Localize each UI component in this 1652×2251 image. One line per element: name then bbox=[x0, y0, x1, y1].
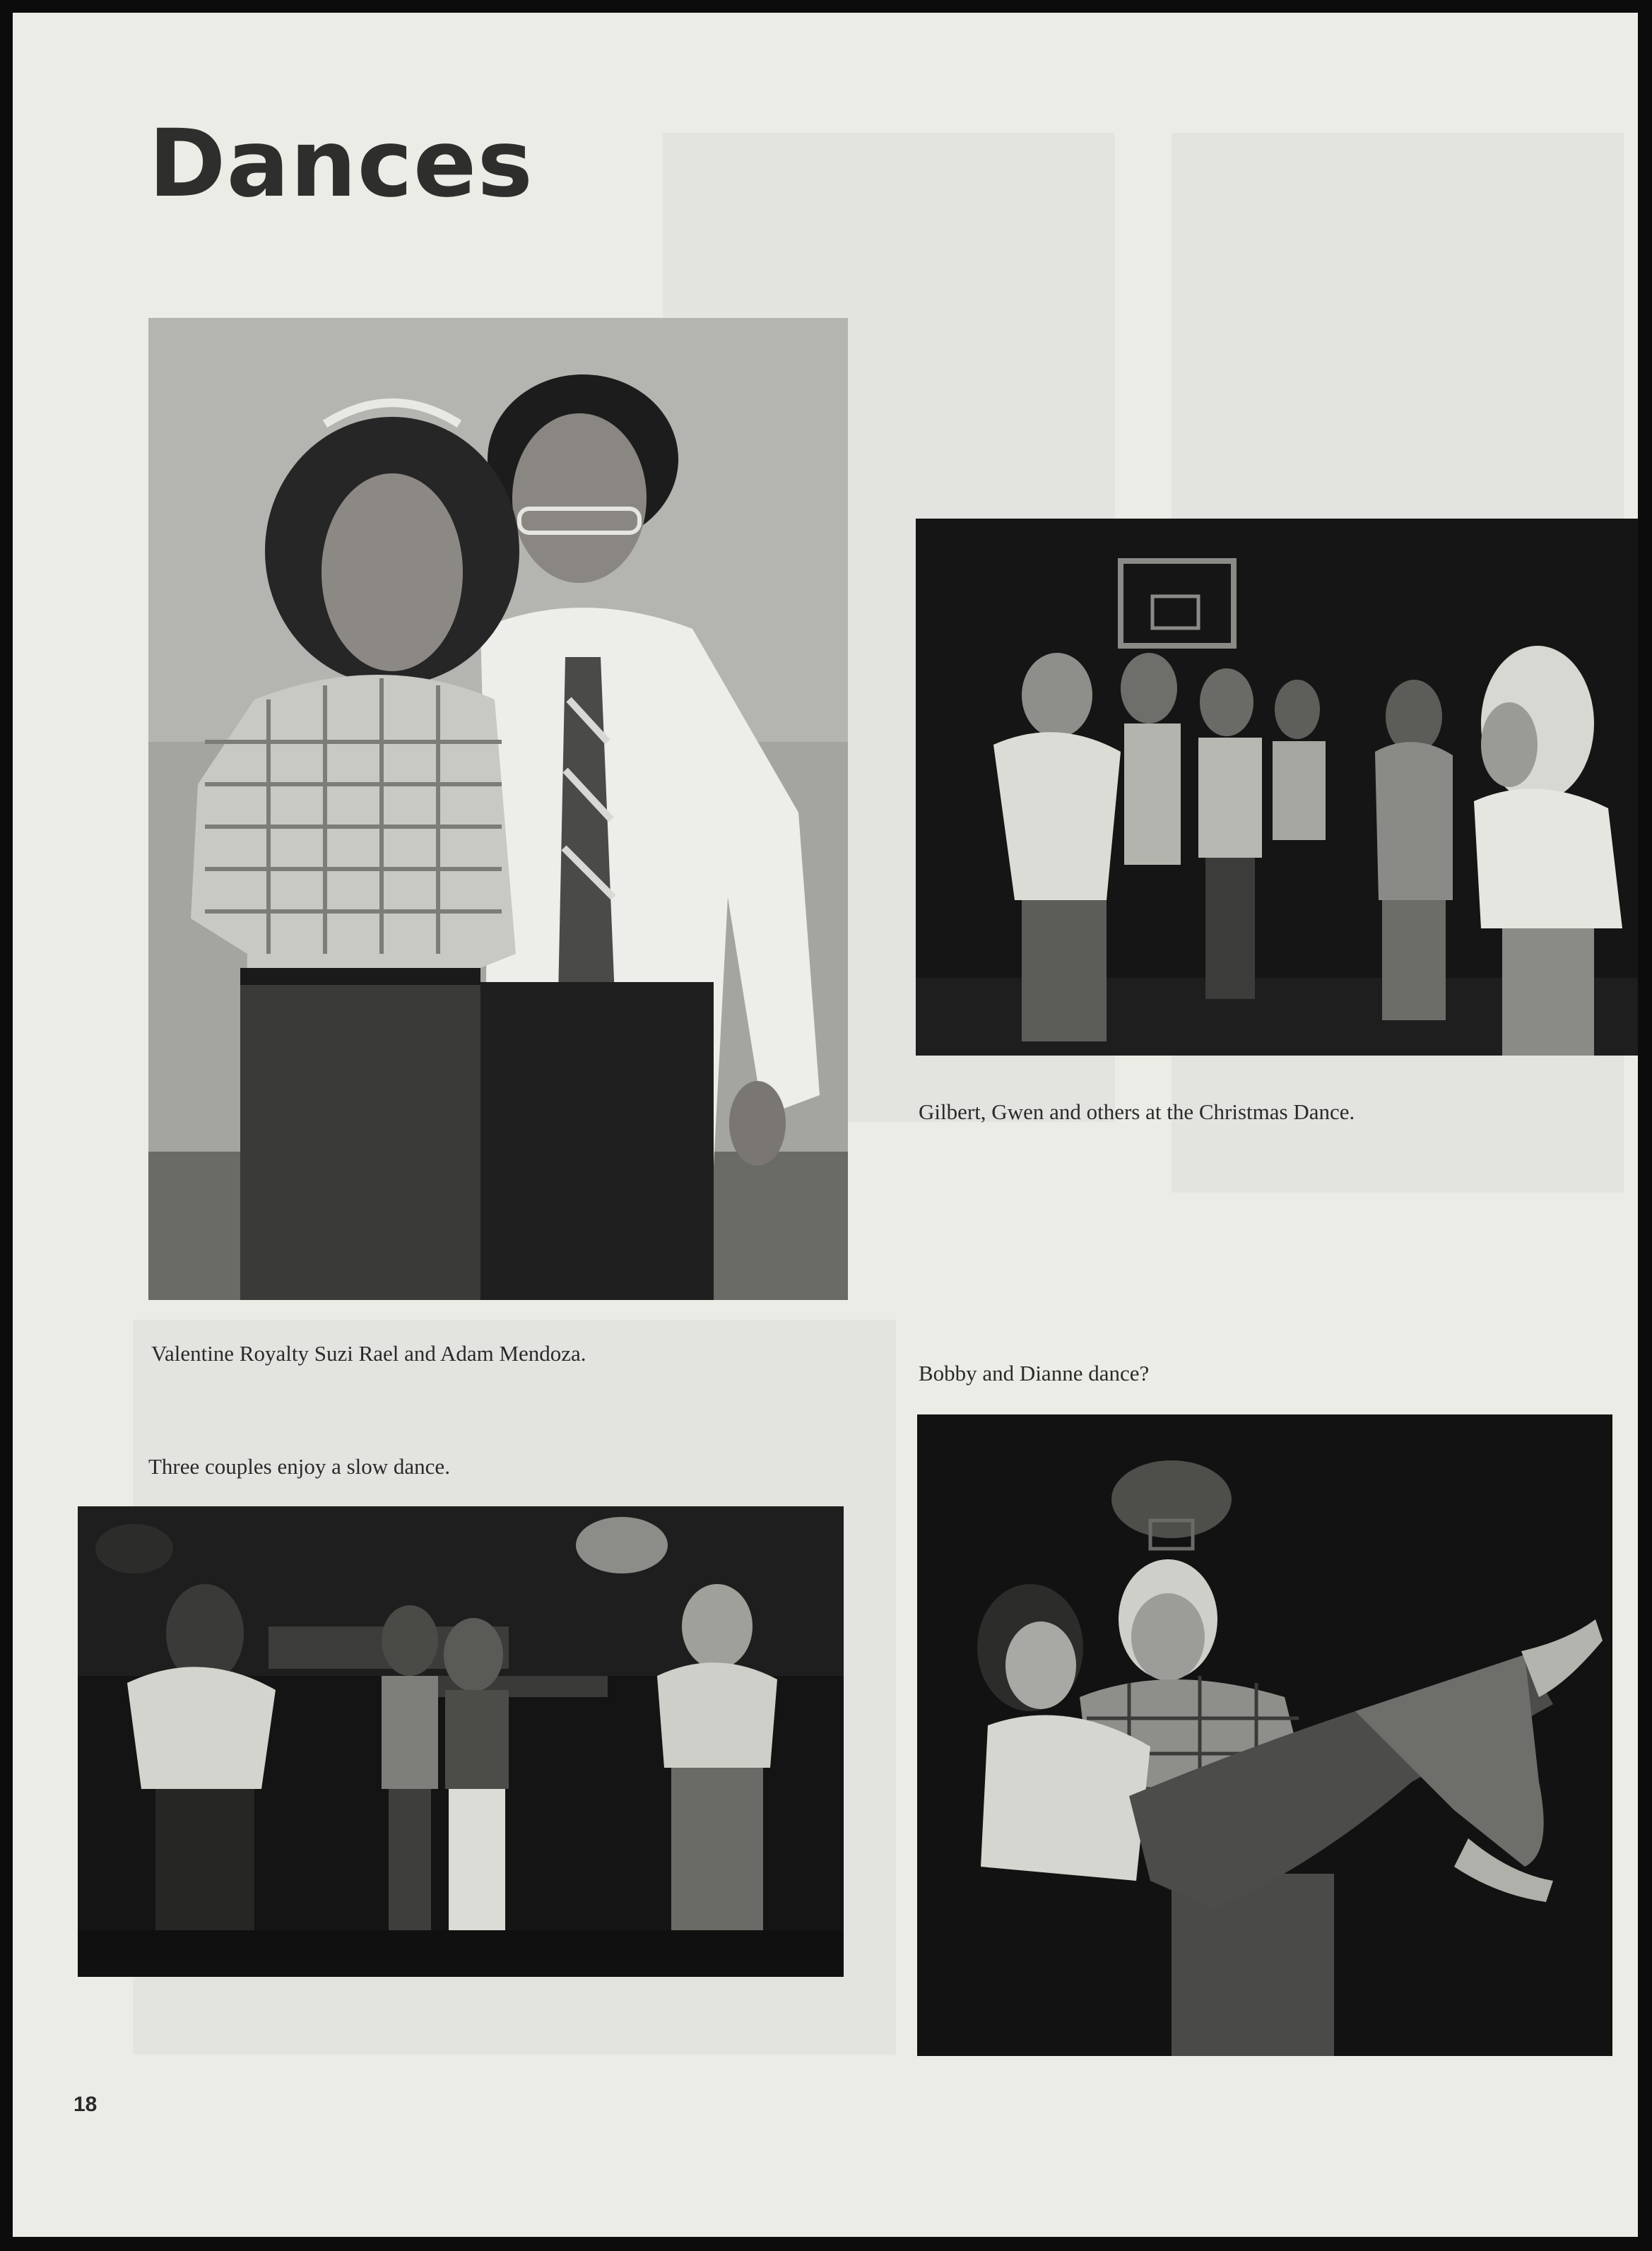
page-title: Dances bbox=[148, 110, 533, 218]
slow-dance-photo bbox=[78, 1506, 844, 1977]
bobby-dianne-caption: Bobby and Dianne dance? bbox=[919, 1361, 1150, 1386]
valentine-royalty-caption: Valentine Royalty Suzi Rael and Adam Mendoza. bbox=[151, 1341, 586, 1366]
christmas-dance-photo bbox=[916, 519, 1638, 1056]
valentine-royalty-photo bbox=[148, 318, 848, 1300]
christmas-dance-caption: Gilbert, Gwen and others at the Christmas Dance. bbox=[919, 1099, 1355, 1124]
page-number: 18 bbox=[73, 2093, 98, 2116]
yearbook-page bbox=[13, 13, 1638, 2237]
bobby-dianne-photo bbox=[917, 1414, 1612, 2056]
slow-dance-caption: Three couples enjoy a slow dance. bbox=[148, 1454, 450, 1479]
